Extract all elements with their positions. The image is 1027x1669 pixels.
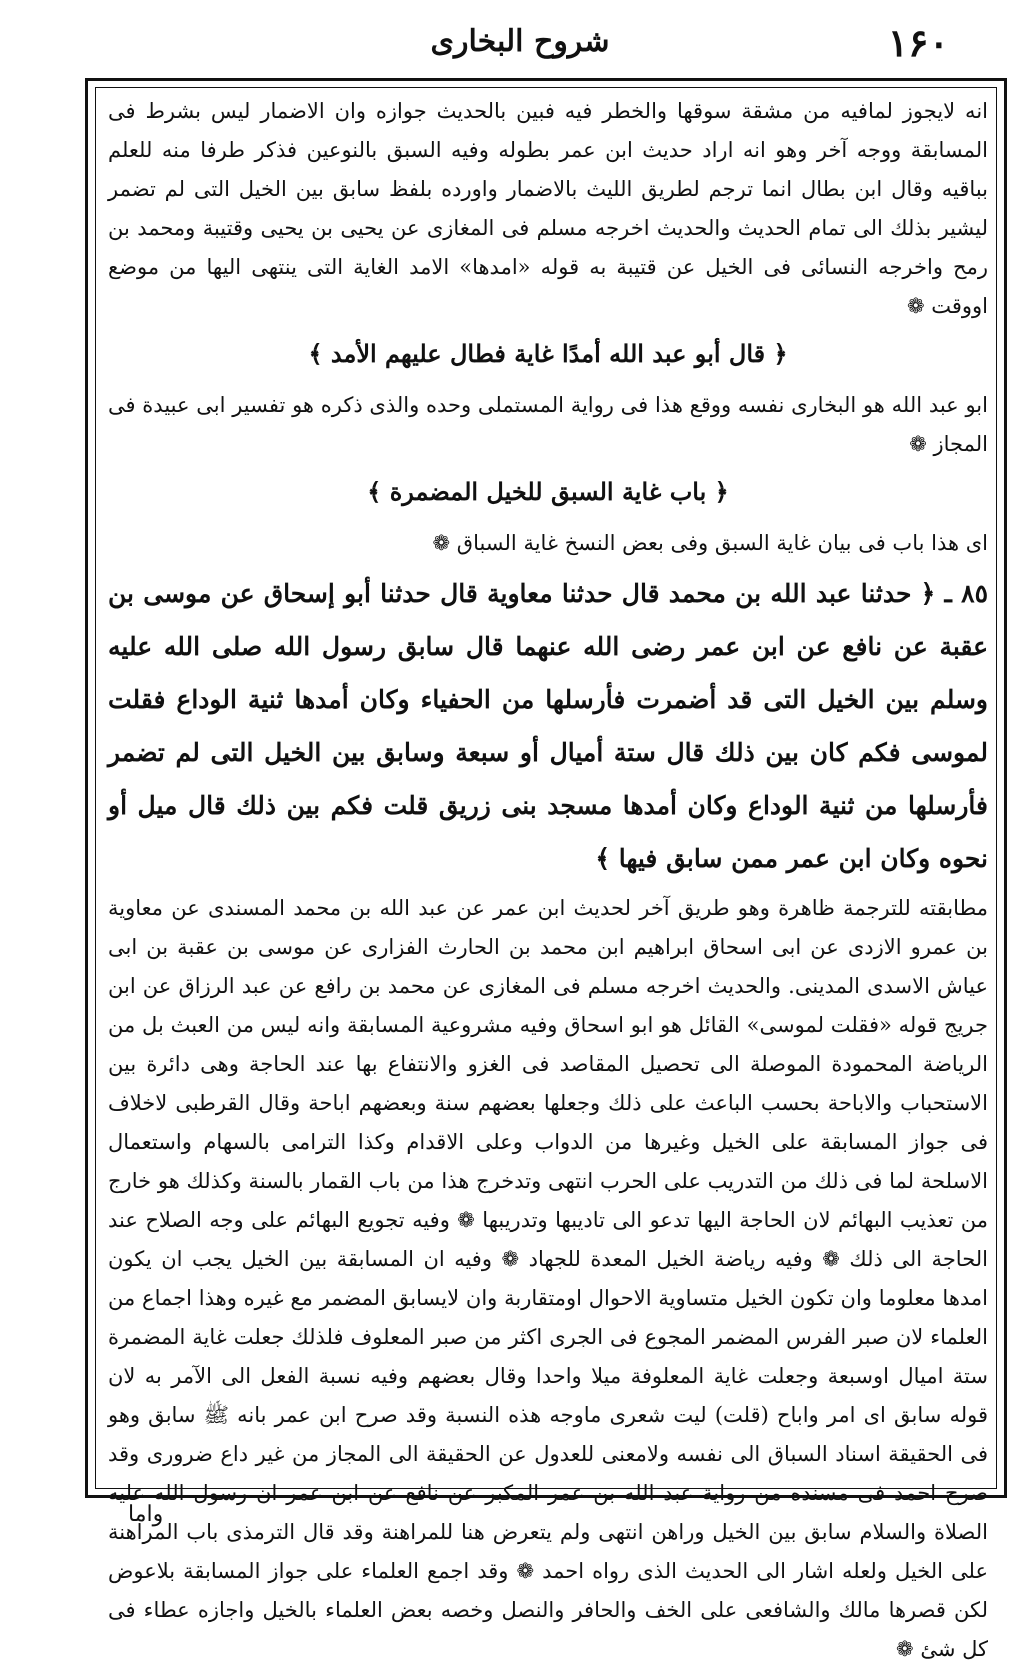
commentary-paragraph-2: ابو عبد الله هو البخارى نفسه ووقع هذا فى رواية المستملى وحده والذى ذكره هو تفسير ابى عبيدة فى المجاز ❁ [108,393,988,456]
commentary-paragraph-4: مطابقته للترجمة ظاهرة وهو طريق آخر لحديث ابن عمر عن عبد الله بن محمد المسندى عن معاوية بن عمرو الازدى عن ابى اسحاق ابراهيم ابن محمد بن الحارث الفزارى عن موسى بن عقبة بن ابى عياش الاسدى المدينى. والحديث اخرجه مسلم فى المغازى عن محمد بن رافع عن عبد الرزاق عن ابن جريج قوله «فقلت لموسى» القائل هو ابو اسحاق وفيه مشروعية المسابقة وانه ليس من العبث بل من الرياضة المحمودة الموصلة الى تحصيل المقاصد فى الغزو والانتفاع بها عند الحاجة وهى دائرة بين الاستحباب والاباحة بحسب الباعث على ذلك وجعلها بعضهم سنة وبعضهم اباحة وقال القرطبى لاخلاف فى جواز المسابقة على الخيل وغيرها من الدواب وعلى الاقدام وكذا الترامى بالسهام واستعمال الاسلحة لما فى ذلك من التدريب على الحرب انتهى وتدخرج هذا من باب القمار بالسنة وكذلك هو خارج من تعذيب البهائم لان الحاجة اليها تدعو الى تاديبها وتدريبها ❁ وفيه تجويع البهائم على وجه الصلاح عند الحاجة الى ذلك ❁ وفيه رياضة الخيل المعدة للجهاد ❁ وفيه ان المسابقة بين الخيل يجب ان يكون امدها معلوما وان تكون الخيل متساوية الاحوال اومتقاربة وان لايسابق المضمر مع غيره وهذا اجماع من العلماء لان صبر الفرس المضمر المجوع فى الجرى اكثر من صبر المعلوف فلذلك جعلت غاية المضمرة ستة اميال اوسبعة وجعلت غاية المعلوفة ميلا واحدا وقال بعضهم وفيه نسبة الفعل الى الآمر به لان قوله سابق اى امر واباح (قلت) ليت شعرى ماوجه هذه النسبة وقد صرح ابن عمر بانه ﷺ سابق وهو فى الحقيقة اسناد السباق الى نفسه ولامعنى للعدول عن الحقيقة الى المجاز من غير داع ضرورى وقد صرح احمد فى مسنده من رواية عبد الله بن عمر المكبر عن نافع عن ابن عمر ان رسول الله عليه الصلاة والسلام سابق بين الخيل وراهن انتهى ولم يتعرض هنا للمراهنة وقد قال الترمذى باب المراهنة على الخيل ولعله اشار الى الحديث الذى رواه احمد ❁ وقد اجمع العلماء على جواز المسابقة بلاعوض لكن قصرها مالك والشافعى على الخف والحافر والنصل وخصه بعض العلماء بالخيل واجازه عطاء فى كل شئ ❁ [108,896,988,1661]
commentary-paragraph-3: اى هذا باب فى بيان غاية السبق وفى بعض النسخ غاية السباق ❁ [432,531,988,555]
running-title: شروح البخارى [430,24,610,59]
page-header [0,0,1027,78]
catchword: واما [128,1502,164,1527]
chapter-heading: ﴿ باب غاية السبق للخيل المضمرة ﴾ [367,477,729,506]
page-number: ۱۶۰ [887,20,949,65]
commentary-paragraph-1: انه لايجوز لمافيه من مشقة سوقها والخطر فيه فبين بالحديث جوازه وان الاضمار ليس بشرط فى المسابقة ووجه آخر وهو انه اراد حديث ابن عمر بطوله وفيه السبق بالنوعين فذكر طرفا منه للعلم بباقيه وقال ابن بطال انما ترجم لطريق الليث بالاضمار واورده بلفظ سابق بين الخيل التى لم تضمر ليشير بذلك الى تمام الحديث والحديث اخرجه مسلم فى المغازى عن يحيى بن يحيى وقتيبة ومحمد بن رمح واخرجه النسائى فى الخيل عن قتيبة به قوله «امدها» الامد الغاية التى ينتهى اليها من موضع اووقت ❁ [108,99,988,318]
hadith-text: ٨٥ ـ ﴿ حدثنا عبد الله بن محمد قال حدثنا معاوية قال حدثنا أبو إسحاق عن موسى بن عقبة عن نافع عن ابن عمر رضى الله عنهما قال سابق رسول الله صلى الله عليه وسلم بين الخيل التى قد أضمرت فأرسلها من الحفياء وكان أمدها ثنية الوداع فقلت لموسى فكم كان بين ذلك قال ستة أميال أو سبعة وسابق بين الخيل التى لم تضمر فأرسلها من ثنية الوداع وكان أمدها مسجد بنى زريق قلت فكم بين ذلك قال ميل أو نحوه وكان ابن عمر ممن سابق فيها ﴾ [108,579,988,873]
section-heading-quote: ﴿ قال أبو عبد الله أمدًا غاية فطال عليهم الأمد ﴾ [308,339,788,368]
